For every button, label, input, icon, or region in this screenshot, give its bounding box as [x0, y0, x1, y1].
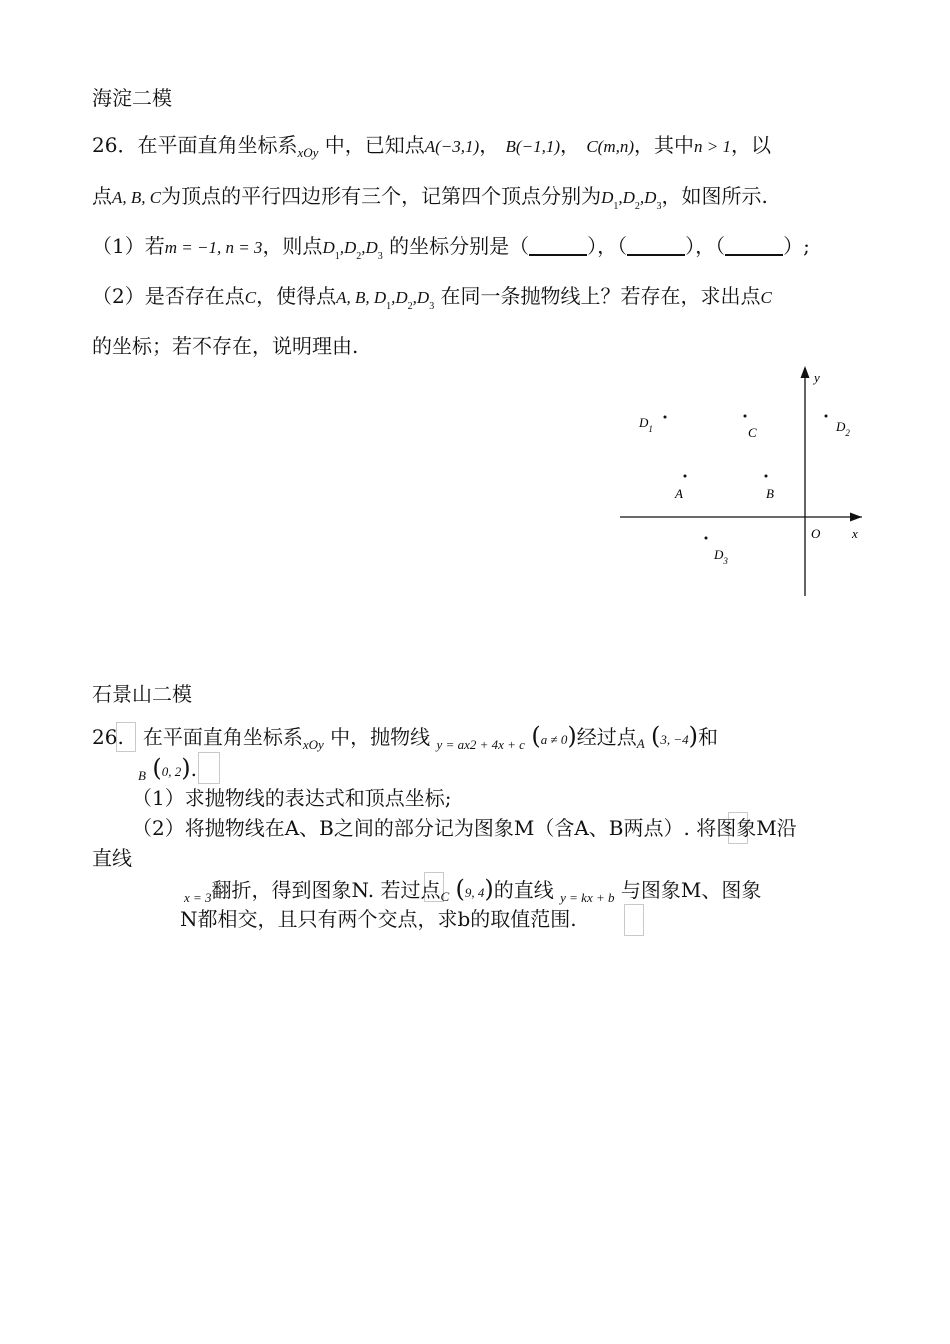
- d3-sub: 3: [377, 251, 383, 262]
- label-d3-sub: 3: [723, 556, 728, 566]
- parabola-equation: y = ax2 + 4x + c: [436, 737, 525, 752]
- text: ，使得点: [256, 284, 337, 308]
- d3-sub: 3: [429, 301, 435, 312]
- comma: ,: [391, 288, 396, 307]
- d1-sub: 1: [613, 201, 619, 212]
- d3-letter: D: [416, 288, 430, 307]
- text: 在同一条抛物线上？若存在，求出点: [440, 284, 761, 308]
- text: ，其中: [634, 133, 695, 157]
- point-a: A: [636, 736, 645, 751]
- paren-close: ): [484, 875, 494, 903]
- x-axis-label: x: [852, 526, 858, 541]
- text: ）;: [783, 234, 810, 258]
- paren-close: ): [567, 722, 577, 750]
- d3: [365, 238, 383, 262]
- section-title-shijingshan: 石景山二模: [92, 682, 192, 706]
- text: 与图象M、图象: [620, 878, 762, 902]
- d2: [343, 238, 362, 262]
- paren-close: ): [688, 722, 699, 750]
- text: 和: [698, 725, 719, 749]
- text: ），（: [587, 234, 628, 258]
- label-d1-letter: D: [639, 415, 649, 430]
- d3: [644, 188, 662, 212]
- d2-sub: 2: [407, 301, 413, 312]
- text: 翻折，得到图象N. 若过点: [211, 878, 441, 902]
- point-c: C: [760, 288, 772, 307]
- text: （2）是否存在点: [92, 284, 245, 308]
- text: .: [190, 757, 197, 781]
- condition: m = −1, n = 3: [164, 238, 263, 257]
- comma: ,: [361, 238, 366, 257]
- question-number: 26.: [92, 725, 124, 749]
- y-axis-arrow: [801, 366, 810, 378]
- d3-letter: D: [644, 188, 657, 207]
- point-a-coord: 3, −4: [660, 732, 689, 747]
- label-d1-sub: 1: [648, 424, 653, 434]
- points: [336, 288, 392, 312]
- frame-marker: [624, 904, 644, 936]
- fold-line: x = 3: [184, 890, 212, 905]
- answer-blank-1[interactable]: [529, 236, 587, 256]
- point-d2: [825, 415, 828, 418]
- text: ），（: [685, 234, 726, 258]
- d2: [622, 188, 640, 212]
- text: 中，抛物线: [323, 725, 431, 749]
- text: ，: [559, 133, 580, 157]
- label-d3: [713, 547, 728, 566]
- text: （1）若: [92, 234, 165, 258]
- text: ，则点: [262, 234, 323, 258]
- answer-blank-2[interactable]: [627, 236, 685, 256]
- label-c: C: [748, 425, 757, 440]
- d3-sub: 3: [656, 201, 662, 212]
- point-d3: [705, 537, 708, 540]
- points-abc: A, B, C: [112, 188, 162, 207]
- part-2-b-line-4: N都相交，且只有两个交点，求b的取值范围.: [180, 907, 577, 931]
- label-d2-sub: 2: [845, 428, 850, 438]
- d2-letter: D: [622, 188, 635, 207]
- comma: ,: [618, 188, 623, 207]
- part-2-line-2: 的坐标；若不存在，说明理由.: [92, 334, 359, 358]
- d2-sub: 2: [634, 201, 640, 212]
- text: 中，已知点: [318, 133, 425, 157]
- d3: [416, 288, 435, 312]
- part-1-b: （1）求抛物线的表达式和顶点坐标;: [132, 786, 452, 810]
- y-axis-label: y: [814, 370, 820, 385]
- point-a: A(−3,1): [424, 137, 480, 156]
- paren-open: (: [152, 754, 162, 782]
- comma: ,: [339, 238, 344, 257]
- d2-sub: 2: [356, 251, 362, 262]
- text: 点: [92, 184, 112, 208]
- xoy-label: xOy: [302, 737, 324, 752]
- label-a: A: [675, 486, 683, 501]
- origin-label: O: [811, 526, 821, 541]
- paren-close: ): [181, 754, 191, 782]
- d1-letter: D: [322, 238, 335, 257]
- point-c: C: [244, 288, 257, 307]
- point-b: B: [138, 768, 146, 783]
- text: 在平面直角坐标系: [142, 725, 303, 749]
- paren-open: (: [531, 722, 541, 750]
- condition: a ≠ 0: [540, 732, 568, 747]
- text: 为顶点的平行四边形有三个，记第四个顶点分别为: [161, 184, 602, 208]
- comma: ,: [639, 188, 645, 207]
- label-d2-letter: D: [836, 419, 846, 434]
- text: ，: [479, 133, 500, 157]
- answer-blank-3[interactable]: [725, 236, 783, 256]
- d2: [395, 288, 413, 312]
- part-2-b: （2）将抛物线在A、B之间的部分记为图象M（含A、B两点）. 将图象M沿: [132, 816, 797, 840]
- label-d2: [835, 419, 850, 438]
- condition: n > 1: [694, 137, 732, 156]
- question-26b-line-1: [92, 724, 718, 752]
- section-title-haidian: 海淀二模: [92, 86, 172, 110]
- label-d1: [638, 415, 653, 434]
- text: 在平面直角坐标系: [137, 133, 298, 157]
- d1: [601, 188, 619, 212]
- label-d3-letter: D: [714, 547, 724, 562]
- frame-marker: [198, 752, 220, 784]
- point-b: B(−1,1): [505, 137, 560, 156]
- label-b: B: [766, 486, 774, 501]
- text: 的坐标分别是（: [389, 234, 530, 258]
- part-1: [92, 234, 810, 263]
- part-2-b-line-3: [184, 877, 761, 905]
- d2-letter: D: [343, 238, 357, 257]
- part-2: [92, 284, 772, 313]
- question-26-line-2: [92, 184, 768, 213]
- comma: ,: [412, 288, 417, 307]
- points-text: A, B, D: [336, 288, 387, 307]
- d2-letter: D: [395, 288, 408, 307]
- d1: [322, 238, 340, 262]
- point-a-mark: [684, 475, 687, 478]
- text: 经过点: [576, 725, 637, 749]
- d1-sub: 1: [334, 251, 340, 262]
- question-26-line-1: [92, 133, 771, 160]
- paren-open: (: [455, 875, 465, 903]
- line-equation: y = kx + b: [560, 890, 615, 905]
- xoy-label: xOy: [297, 145, 319, 160]
- d1-letter: D: [601, 188, 614, 207]
- point-c-mark: [744, 415, 747, 418]
- paren-open: (: [651, 722, 661, 750]
- point-b-mark: [765, 475, 768, 478]
- part-2-b-line-2: 直线: [92, 846, 132, 870]
- coordinate-figure: [600, 360, 880, 605]
- d1-sub: 1: [386, 301, 392, 312]
- point-b-coord: 0, 2: [161, 764, 182, 779]
- point-c: C: [440, 889, 450, 904]
- point-d1: [664, 416, 667, 419]
- point-c-coord: 9, 4: [464, 885, 485, 900]
- text: 的直线: [493, 878, 554, 902]
- x-axis-arrow: [850, 513, 862, 522]
- question-number: 26．: [92, 133, 138, 157]
- text: ，以: [731, 133, 772, 157]
- d3-letter: D: [365, 238, 378, 257]
- question-26b-line-2: [138, 756, 197, 784]
- point-c: C(m,n): [586, 137, 635, 156]
- text: ，如图所示.: [661, 184, 768, 208]
